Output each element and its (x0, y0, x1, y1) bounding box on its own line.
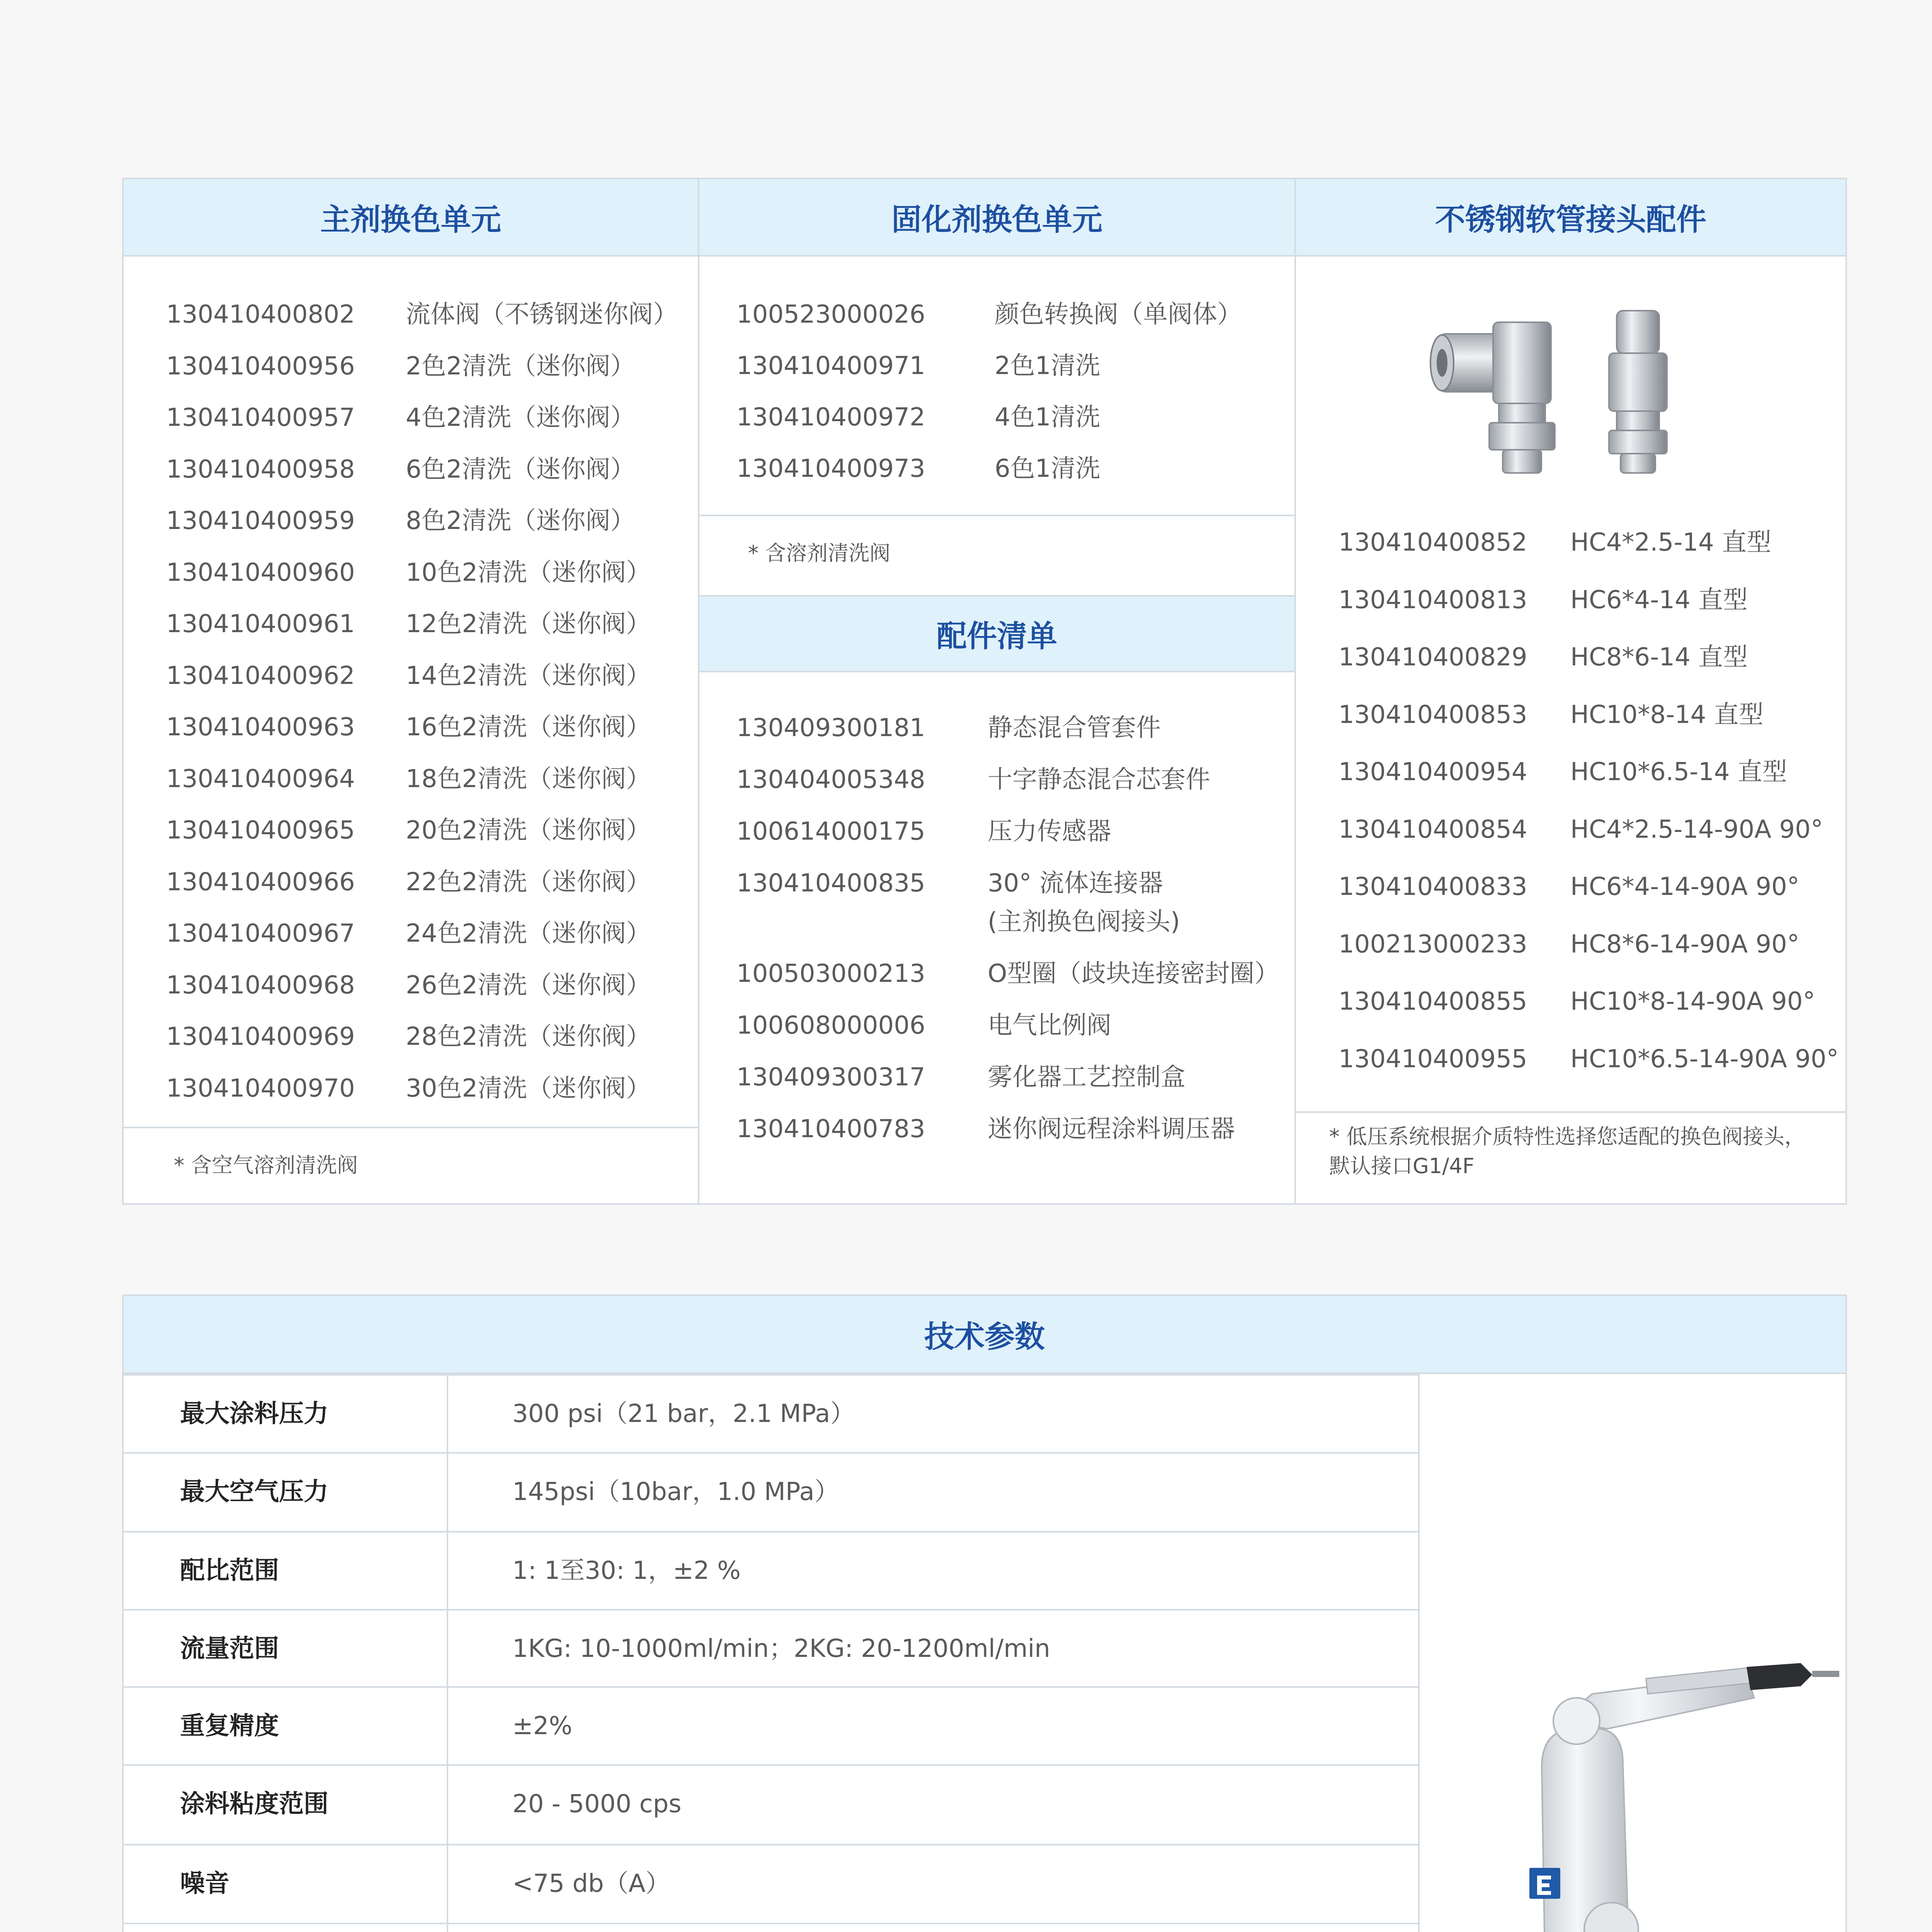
part-code: 130410400973 (736, 454, 925, 483)
part-code: 130410400962 (166, 661, 355, 690)
part-code: 130410400833 (1338, 872, 1527, 901)
param-value (512, 1924, 809, 1932)
part-description: HC10*6.5-14-90A 90° (1570, 1044, 1839, 1073)
part-code: 100213000233 (1338, 930, 1527, 959)
divider (447, 1374, 448, 1932)
param-label: 配比范围 (180, 1556, 279, 1585)
part-code: 130410400963 (166, 713, 355, 742)
part-description: 迷你阀远程涂料调压器 (988, 1115, 1235, 1143)
table-row (124, 1609, 1420, 1686)
part-description: 压力传感器 (988, 817, 1111, 846)
table-row (124, 1686, 1420, 1764)
part-description: 4色1清洗 (995, 403, 1100, 432)
param-value: 20 - 5000 cps (512, 1790, 682, 1818)
part-code: 130410400970 (166, 1074, 355, 1103)
part-code: 130409300181 (736, 714, 925, 742)
part-description: HC10*8-14-90A 90° (1570, 987, 1815, 1016)
part-description: HC6*4-14-90A 90° (1570, 872, 1799, 901)
part-description-line2: (主剂换色阀接头) (988, 908, 1180, 936)
main-color-unit-column (124, 179, 699, 1203)
part-description: 6色1清洗 (995, 454, 1100, 483)
fittings-image (1423, 307, 1709, 477)
divider (699, 515, 1294, 516)
main-color-unit-note: * 含空气溶剂清洗阀 (174, 1153, 358, 1177)
part-description: 12色2清洗（迷你阀） (406, 610, 651, 638)
part-description: HC8*6-14-90A 90° (1570, 930, 1799, 959)
part-code: 130410400969 (166, 1022, 355, 1051)
param-label: 涂料粘度范围 (180, 1790, 328, 1818)
hardener-color-unit-note: * 含溶剂清洗阀 (748, 541, 891, 565)
hardener-color-unit-header: 固化剂换色单元 (699, 179, 1294, 257)
part-description: 6色2清洗（迷你阀） (406, 455, 635, 484)
part-code: 100608000006 (736, 1011, 925, 1040)
accessories-header: 配件清单 (699, 595, 1294, 672)
part-code: 130410400802 (166, 300, 355, 329)
param-label: 重复精度 (180, 1712, 279, 1740)
part-description: 8色2清洗（迷你阀） (406, 507, 635, 535)
param-value: 1KG: 10-1000ml/min；2KG: 20-1200ml/min (512, 1634, 1050, 1663)
part-code: 130410400971 (736, 352, 925, 380)
part-code: 130410400968 (166, 971, 355, 1000)
fittings-column (1296, 179, 1845, 1203)
part-description: 18色2清洗（迷你阀） (406, 764, 651, 793)
part-description: 26色2清洗（迷你阀） (406, 971, 651, 1000)
part-code: 130410400956 (166, 352, 355, 381)
part-description: O型圈（歧块连接密封圈） (988, 959, 1279, 988)
part-code: 130410400852 (1338, 528, 1527, 557)
part-code: 130410400960 (166, 558, 355, 587)
param-value: 1: 1至30: 1，±2 % (512, 1556, 741, 1585)
param-value: <75 db（A） (512, 1869, 670, 1898)
part-description: HC4*2.5-14 直型 (1570, 528, 1772, 557)
part-description: 30色2清洗（迷你阀） (406, 1074, 651, 1103)
part-description: 22色2清洗（迷你阀） (406, 867, 651, 896)
part-description: 14色2清洗（迷你阀） (406, 661, 651, 690)
part-description: 30° 流体连接器 (988, 869, 1163, 898)
part-code: 130410400961 (166, 610, 355, 638)
part-description: 20色2清洗（迷你阀） (406, 816, 651, 845)
part-code: 130410400954 (1338, 758, 1527, 786)
param-label: 噪音 (180, 1869, 230, 1898)
part-description: 颜色转换阀（单阀体） (995, 300, 1242, 329)
table-row (124, 1844, 1420, 1923)
part-description: 雾化器工艺控制盒 (988, 1063, 1185, 1092)
part-description: 静态混合管套件 (988, 714, 1161, 742)
part-code: 130410400959 (166, 507, 355, 535)
part-description: 24色2清洗（迷你阀） (406, 919, 651, 948)
param-value: 300 psi（21 bar，2.1 MPa） (512, 1400, 855, 1428)
part-description: 16色2清洗（迷你阀） (406, 713, 651, 742)
part-code: 130409300317 (736, 1063, 925, 1092)
part-code: 130404005348 (736, 765, 925, 794)
divider (1418, 1374, 1420, 1932)
part-description: 十字静态混合芯套件 (988, 765, 1210, 794)
divider (1296, 1111, 1845, 1113)
table-row (124, 1531, 1420, 1609)
part-code: 100523000026 (736, 300, 925, 329)
part-code: 130410400966 (166, 867, 355, 896)
part-description: 4色2清洗（迷你阀） (406, 403, 635, 432)
part-code: 130410400835 (736, 869, 925, 898)
part-code: 130410400854 (1338, 815, 1527, 844)
part-code: 130410400829 (1338, 643, 1527, 672)
part-code: 130410400967 (166, 919, 355, 948)
part-description: HC10*6.5-14 直型 (1570, 758, 1787, 786)
fittings-header: 不锈钢软管接头配件 (1296, 179, 1845, 257)
table-row (124, 1452, 1420, 1531)
part-description: HC4*2.5-14-90A 90° (1570, 815, 1823, 844)
part-code: 130410400955 (1338, 1044, 1527, 1073)
part-description: HC8*6-14 直型 (1570, 643, 1748, 672)
part-code: 130410400964 (166, 764, 355, 793)
part-description: HC10*8-14 直型 (1570, 700, 1764, 729)
table-row (124, 1374, 1420, 1452)
part-code: 130410400813 (1338, 585, 1527, 614)
part-code: 100614000175 (736, 817, 925, 846)
table-row (124, 1764, 1420, 1844)
fittings-note-line2: 默认接口G1/4F (1329, 1154, 1475, 1178)
tech-params-table (122, 1294, 1847, 1932)
divider (124, 1127, 698, 1128)
fittings-note (1329, 1122, 1805, 1181)
part-description: HC6*4-14 直型 (1570, 585, 1748, 614)
part-description: 28色2清洗（迷你阀） (406, 1022, 651, 1051)
param-label: 流量范围 (180, 1634, 279, 1663)
fittings-note-line1: * 低压系统根据介质特性选择您适配的换色阀接头， (1329, 1124, 1806, 1149)
main-color-unit-header: 主剂换色单元 (124, 179, 698, 257)
part-description: 2色1清洗 (995, 352, 1100, 380)
part-code: 130410400957 (166, 403, 355, 432)
param-value: ±2% (512, 1712, 573, 1740)
param-value: 145psi（10bar，1.0 MPa） (512, 1478, 839, 1506)
part-description: 10色2清洗（迷你阀） (406, 558, 651, 587)
part-code: 130410400958 (166, 455, 355, 484)
param-label: 最大空气压力 (180, 1478, 328, 1506)
part-description: 流体阀（不锈钢迷你阀） (406, 300, 678, 329)
hardener-accessories-column (699, 179, 1296, 1203)
param-label (180, 1924, 279, 1932)
table-row (124, 1923, 1420, 1932)
part-code: 130410400853 (1338, 700, 1527, 729)
part-code: 130410400783 (736, 1115, 925, 1143)
part-description: 电气比例阀 (988, 1011, 1111, 1040)
parts-table (122, 178, 1847, 1205)
part-description: 2色2清洗（迷你阀） (406, 352, 635, 381)
part-code: 130410400972 (736, 403, 925, 432)
tech-params-header: 技术参数 (124, 1296, 1845, 1374)
part-code: 100503000213 (736, 959, 925, 988)
robot-arm-image (1430, 1528, 1839, 1932)
param-label: 最大涂料压力 (180, 1400, 328, 1428)
part-code: 130410400855 (1338, 987, 1527, 1016)
part-code: 130410400965 (166, 816, 355, 845)
